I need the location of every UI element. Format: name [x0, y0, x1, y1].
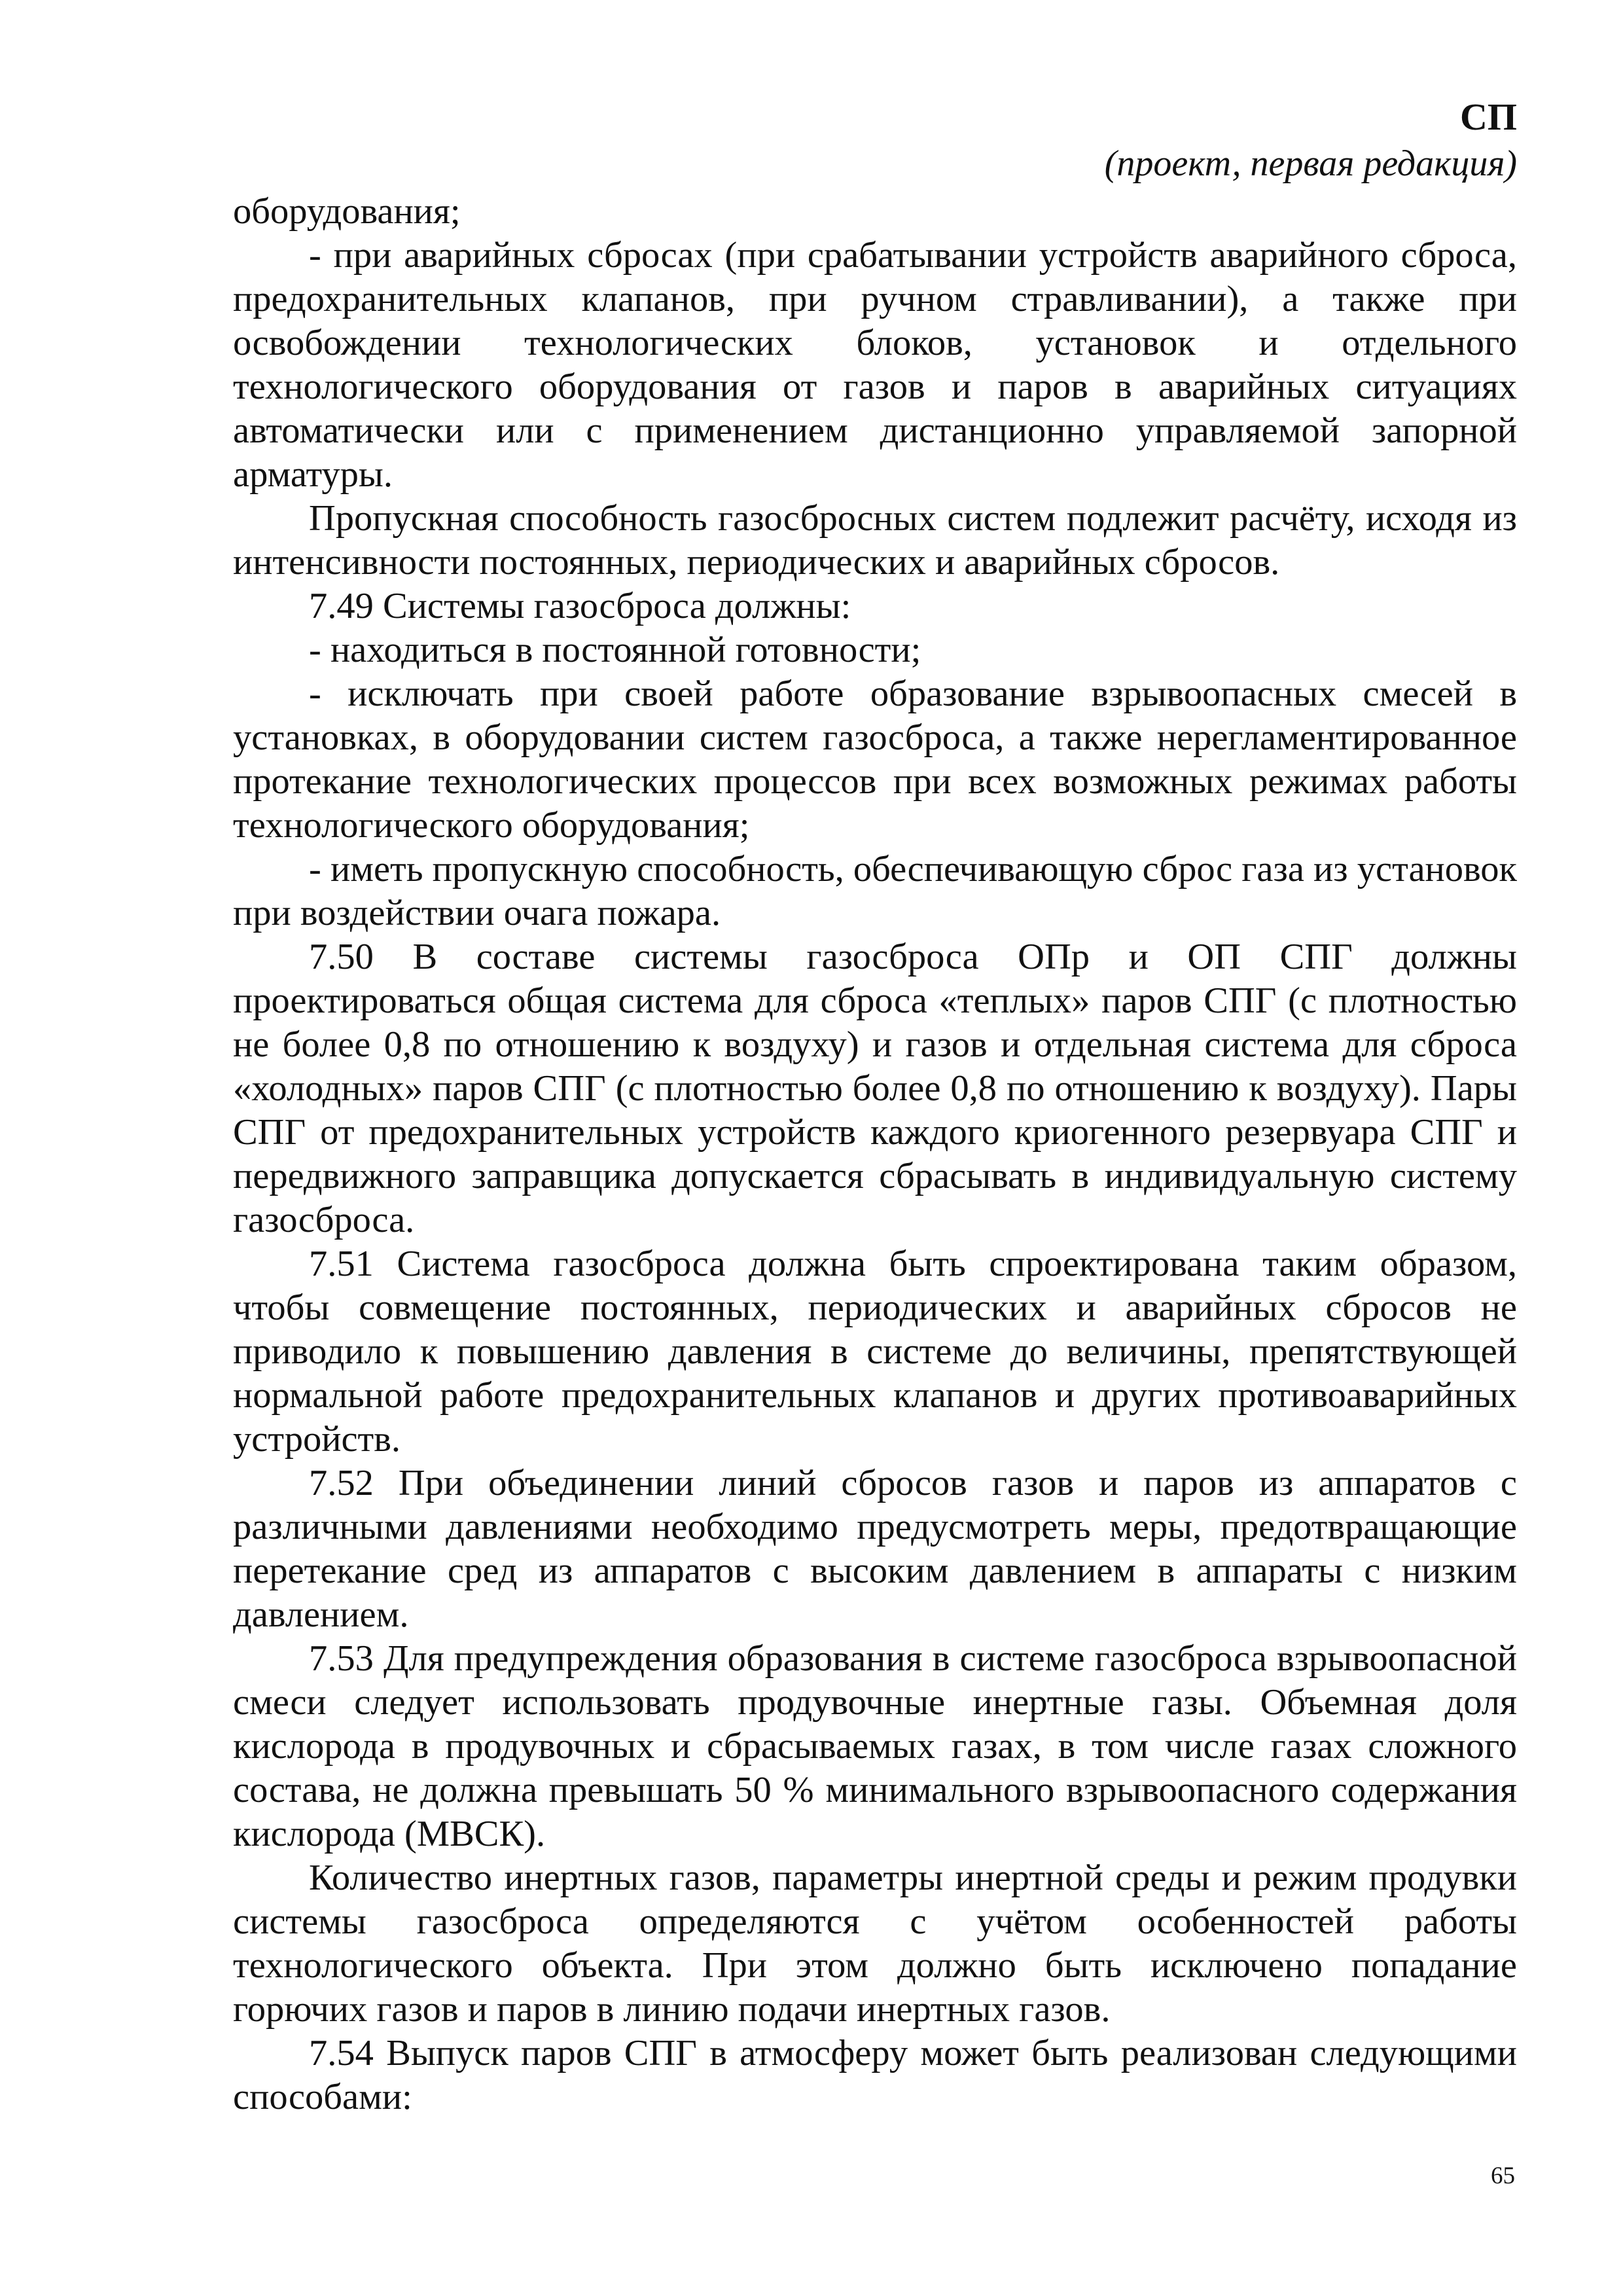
document-code: СП — [1460, 96, 1517, 138]
paragraph: оборудования; — [233, 191, 461, 232]
paragraph: - иметь пропускную способность, обеспечивающую сброс газа из установок при воздействии очага пожара. — [233, 849, 1517, 933]
paragraph: Количество инертных газов, параметры инертной среды и режим продувки системы газосброса определяются с учётом особенностей работы технологического объекта. При этом должно быть исключено попадание горючих газов и паров в линию подачи инертных газов. — [233, 1857, 1517, 2030]
page-number: 65 — [1491, 2162, 1515, 2189]
paragraph: 7.50 В составе системы газосброса ОПр и ОП СПГ должны проектироваться общая система для сброса «теплых» паров СПГ (с плотностью не более 0,8 по отношению к воздуху) и газов и отдельная система для сброса «холодных» паров СПГ (с плотностью более 0,8 по отношению к воздуху). Пары СПГ от предохранительных устройств каждого криогенного резервуара СПГ и передвижного заправщика допускается сбрасывать в индивидуальную систему газосброса. — [233, 937, 1517, 1240]
paragraph: 7.49 Системы газосброса должны: — [309, 586, 851, 626]
paragraph: 7.54 Выпуск паров СПГ в атмосферу может быть реализован следующими способами: — [233, 2033, 1517, 2117]
document-body — [233, 190, 1517, 2119]
paragraph: 7.51 Система газосброса должна быть спроектирована таким образом, чтобы совмещение постоянных, периодических и аварийных сбросов не приводило к повышению давления в системе до величины, препятствующей нормальной работе предохранительных клапанов и других противоаварийных устройств. — [233, 1244, 1517, 1460]
paragraph: Пропускная способность газосбросных систем подлежит расчёту, исходя из интенсивности постоянных, периодических и аварийных сбросов. — [233, 498, 1517, 583]
document-edition-note: (проект, первая редакция) — [1104, 143, 1517, 184]
paragraph: - находиться в постоянной готовности; — [309, 630, 921, 670]
paragraph: 7.53 Для предупреждения образования в системе газосброса взрывоопасной смеси следует использовать продувочные инертные газы. Объемная доля кислорода в продувочных и сбрасываемых газах, в том числе газах сложного состава, не должна превышать 50 % минимального взрывоопасного содержания кислорода (МВСК). — [233, 1638, 1517, 1854]
paragraph: 7.52 При объединении линий сбросов газов и паров из аппаратов с различными давлениями необходимо предусмотреть меры, предотвращающие перетекание сред из аппаратов с высоким давлением в аппараты с низким давлением. — [233, 1463, 1517, 1635]
paragraph: - исключать при своей работе образование взрывоопасных смесей в установках, в оборудовании систем газосброса, а также нерегламентированное протекание технологических процессов при всех возможных режимах работы технологического оборудования; — [233, 673, 1517, 846]
paragraph: - при аварийных сбросах (при срабатывании устройств аварийного сброса, предохранительных клапанов, при ручном стравливании), а также при освобождении технологических блоков, установок и отдельного технологического оборудования от газов и паров в аварийных ситуациях автоматически или с применением дистанционно управляемой запорной арматуры. — [233, 235, 1517, 495]
